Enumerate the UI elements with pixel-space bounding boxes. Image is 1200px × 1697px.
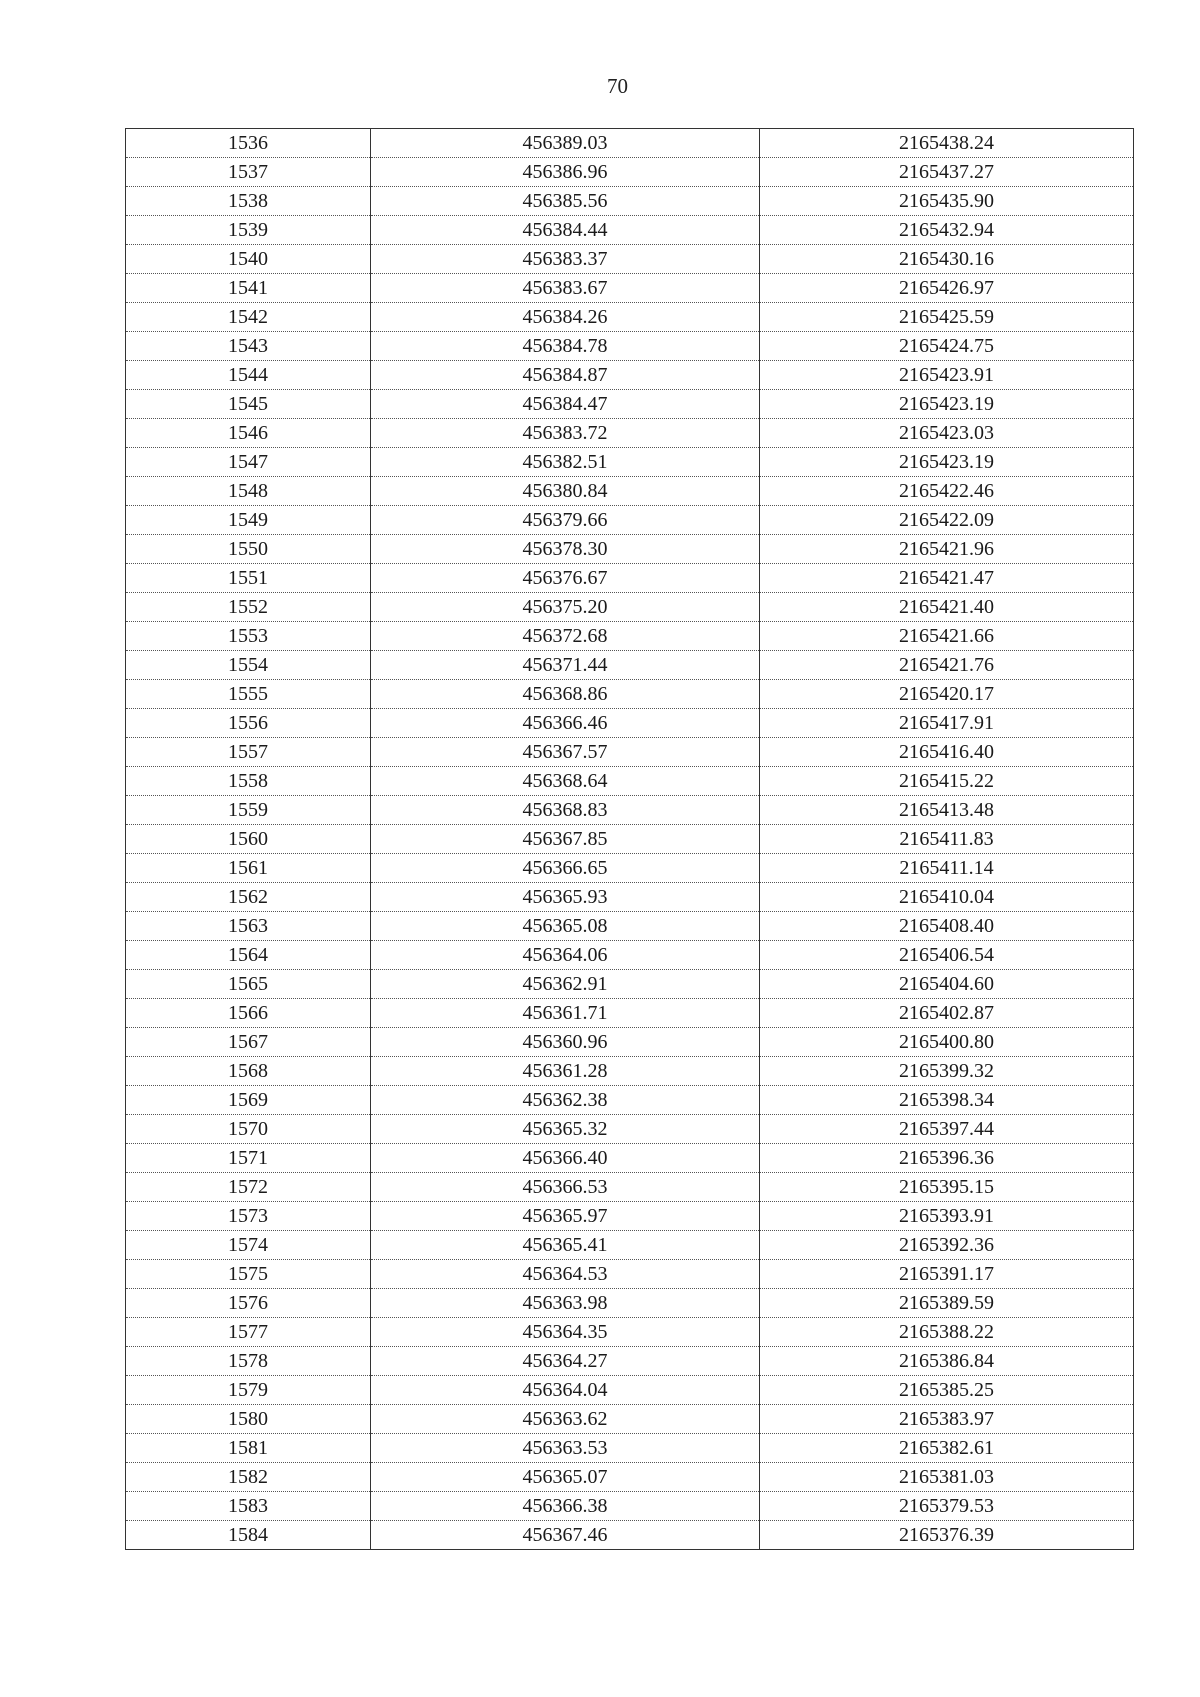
point-number-cell: 1558	[126, 767, 371, 796]
table-row	[126, 796, 1134, 825]
y-coordinate-cell: 2165420.17	[760, 680, 1134, 709]
point-number-cell: 1581	[126, 1434, 371, 1463]
x-coordinate-cell: 456365.07	[371, 1463, 760, 1492]
table-row	[126, 854, 1134, 883]
table-row	[126, 129, 1134, 158]
coordinates-table-body	[126, 129, 1134, 1550]
x-coordinate-cell: 456366.53	[371, 1173, 760, 1202]
point-number-cell: 1571	[126, 1144, 371, 1173]
table-row	[126, 1057, 1134, 1086]
y-coordinate-cell: 2165430.16	[760, 245, 1134, 274]
y-coordinate-cell: 2165417.91	[760, 709, 1134, 738]
y-coordinate-cell: 2165408.40	[760, 912, 1134, 941]
point-number-cell: 1566	[126, 999, 371, 1028]
page-number: 70	[607, 74, 628, 98]
x-coordinate-cell: 456382.51	[371, 448, 760, 477]
table-row	[126, 622, 1134, 651]
x-coordinate-cell: 456362.38	[371, 1086, 760, 1115]
point-number-cell: 1583	[126, 1492, 371, 1521]
y-coordinate-cell: 2165421.40	[760, 593, 1134, 622]
point-number-cell: 1542	[126, 303, 371, 332]
y-coordinate-cell: 2165411.83	[760, 825, 1134, 854]
x-coordinate-cell: 456365.32	[371, 1115, 760, 1144]
point-number-cell: 1577	[126, 1318, 371, 1347]
x-coordinate-cell: 456364.35	[371, 1318, 760, 1347]
point-number-cell: 1538	[126, 187, 371, 216]
table-row	[126, 1231, 1134, 1260]
y-coordinate-cell: 2165391.17	[760, 1260, 1134, 1289]
table-row	[126, 709, 1134, 738]
point-number-cell: 1536	[126, 129, 371, 158]
table-row	[126, 1028, 1134, 1057]
table-row	[126, 1260, 1134, 1289]
table-row	[126, 1289, 1134, 1318]
point-number-cell: 1545	[126, 390, 371, 419]
x-coordinate-cell: 456372.68	[371, 622, 760, 651]
point-number-cell: 1564	[126, 941, 371, 970]
y-coordinate-cell: 2165415.22	[760, 767, 1134, 796]
x-coordinate-cell: 456375.20	[371, 593, 760, 622]
x-coordinate-cell: 456367.46	[371, 1521, 760, 1550]
table-row	[126, 1347, 1134, 1376]
table-row	[126, 912, 1134, 941]
y-coordinate-cell: 2165396.36	[760, 1144, 1134, 1173]
y-coordinate-cell: 2165432.94	[760, 216, 1134, 245]
x-coordinate-cell: 456380.84	[371, 477, 760, 506]
table-row	[126, 506, 1134, 535]
y-coordinate-cell: 2165426.97	[760, 274, 1134, 303]
x-coordinate-cell: 456364.27	[371, 1347, 760, 1376]
table-row	[126, 1376, 1134, 1405]
point-number-cell: 1537	[126, 158, 371, 187]
table-row	[126, 361, 1134, 390]
y-coordinate-cell: 2165392.36	[760, 1231, 1134, 1260]
point-number-cell: 1569	[126, 1086, 371, 1115]
y-coordinate-cell: 2165411.14	[760, 854, 1134, 883]
y-coordinate-cell: 2165385.25	[760, 1376, 1134, 1405]
y-coordinate-cell: 2165395.15	[760, 1173, 1134, 1202]
point-number-cell: 1550	[126, 535, 371, 564]
x-coordinate-cell: 456360.96	[371, 1028, 760, 1057]
point-number-cell: 1548	[126, 477, 371, 506]
table-row	[126, 1115, 1134, 1144]
point-number-cell: 1551	[126, 564, 371, 593]
y-coordinate-cell: 2165398.34	[760, 1086, 1134, 1115]
point-number-cell: 1580	[126, 1405, 371, 1434]
point-number-cell: 1570	[126, 1115, 371, 1144]
y-coordinate-cell: 2165382.61	[760, 1434, 1134, 1463]
point-number-cell: 1572	[126, 1173, 371, 1202]
point-number-cell: 1547	[126, 448, 371, 477]
table-row	[126, 1086, 1134, 1115]
point-number-cell: 1575	[126, 1260, 371, 1289]
point-number-cell: 1576	[126, 1289, 371, 1318]
y-coordinate-cell: 2165413.48	[760, 796, 1134, 825]
table-row	[126, 941, 1134, 970]
x-coordinate-cell: 456363.53	[371, 1434, 760, 1463]
y-coordinate-cell: 2165422.46	[760, 477, 1134, 506]
y-coordinate-cell: 2165435.90	[760, 187, 1134, 216]
x-coordinate-cell: 456378.30	[371, 535, 760, 564]
point-number-cell: 1553	[126, 622, 371, 651]
point-number-cell: 1554	[126, 651, 371, 680]
y-coordinate-cell: 2165399.32	[760, 1057, 1134, 1086]
point-number-cell: 1578	[126, 1347, 371, 1376]
table-row	[126, 1521, 1134, 1550]
table-row	[126, 187, 1134, 216]
point-number-cell: 1546	[126, 419, 371, 448]
table-row	[126, 680, 1134, 709]
y-coordinate-cell: 2165416.40	[760, 738, 1134, 767]
table-row	[126, 419, 1134, 448]
x-coordinate-cell: 456365.93	[371, 883, 760, 912]
table-row	[126, 332, 1134, 361]
y-coordinate-cell: 2165379.53	[760, 1492, 1134, 1521]
point-number-cell: 1556	[126, 709, 371, 738]
y-coordinate-cell: 2165410.04	[760, 883, 1134, 912]
x-coordinate-cell: 456367.57	[371, 738, 760, 767]
y-coordinate-cell: 2165406.54	[760, 941, 1134, 970]
x-coordinate-cell: 456366.65	[371, 854, 760, 883]
table-row	[126, 1173, 1134, 1202]
x-coordinate-cell: 456389.03	[371, 129, 760, 158]
table-row	[126, 651, 1134, 680]
y-coordinate-cell: 2165423.03	[760, 419, 1134, 448]
table-row	[126, 1144, 1134, 1173]
x-coordinate-cell: 456386.96	[371, 158, 760, 187]
x-coordinate-cell: 456361.28	[371, 1057, 760, 1086]
y-coordinate-cell: 2165388.22	[760, 1318, 1134, 1347]
x-coordinate-cell: 456364.04	[371, 1376, 760, 1405]
table-row	[126, 245, 1134, 274]
table-row	[126, 1202, 1134, 1231]
y-coordinate-cell: 2165421.66	[760, 622, 1134, 651]
x-coordinate-cell: 456368.64	[371, 767, 760, 796]
table-row	[126, 738, 1134, 767]
point-number-cell: 1584	[126, 1521, 371, 1550]
table-row	[126, 970, 1134, 999]
table-row	[126, 999, 1134, 1028]
x-coordinate-cell: 456365.08	[371, 912, 760, 941]
table-row	[126, 1463, 1134, 1492]
point-number-cell: 1543	[126, 332, 371, 361]
x-coordinate-cell: 456383.72	[371, 419, 760, 448]
point-number-cell: 1539	[126, 216, 371, 245]
point-number-cell: 1560	[126, 825, 371, 854]
point-number-cell: 1552	[126, 593, 371, 622]
point-number-cell: 1562	[126, 883, 371, 912]
y-coordinate-cell: 2165421.96	[760, 535, 1134, 564]
x-coordinate-cell: 456376.67	[371, 564, 760, 593]
x-coordinate-cell: 456371.44	[371, 651, 760, 680]
y-coordinate-cell: 2165393.91	[760, 1202, 1134, 1231]
table-row	[126, 1492, 1134, 1521]
point-number-cell: 1555	[126, 680, 371, 709]
table-row	[126, 216, 1134, 245]
y-coordinate-cell: 2165437.27	[760, 158, 1134, 187]
x-coordinate-cell: 456361.71	[371, 999, 760, 1028]
x-coordinate-cell: 456384.26	[371, 303, 760, 332]
y-coordinate-cell: 2165404.60	[760, 970, 1134, 999]
y-coordinate-cell: 2165425.59	[760, 303, 1134, 332]
y-coordinate-cell: 2165386.84	[760, 1347, 1134, 1376]
table-row	[126, 883, 1134, 912]
y-coordinate-cell: 2165400.80	[760, 1028, 1134, 1057]
x-coordinate-cell: 456384.78	[371, 332, 760, 361]
table-row	[126, 1318, 1134, 1347]
x-coordinate-cell: 456379.66	[371, 506, 760, 535]
table-row	[126, 1405, 1134, 1434]
y-coordinate-cell: 2165421.47	[760, 564, 1134, 593]
x-coordinate-cell: 456364.06	[371, 941, 760, 970]
x-coordinate-cell: 456383.37	[371, 245, 760, 274]
point-number-cell: 1549	[126, 506, 371, 535]
point-number-cell: 1582	[126, 1463, 371, 1492]
x-coordinate-cell: 456365.41	[371, 1231, 760, 1260]
point-number-cell: 1573	[126, 1202, 371, 1231]
x-coordinate-cell: 456383.67	[371, 274, 760, 303]
x-coordinate-cell: 456367.85	[371, 825, 760, 854]
table-row	[126, 593, 1134, 622]
point-number-cell: 1568	[126, 1057, 371, 1086]
x-coordinate-cell: 456384.47	[371, 390, 760, 419]
y-coordinate-cell: 2165422.09	[760, 506, 1134, 535]
y-coordinate-cell: 2165423.19	[760, 390, 1134, 419]
y-coordinate-cell: 2165376.39	[760, 1521, 1134, 1550]
x-coordinate-cell: 456366.40	[371, 1144, 760, 1173]
table-row	[126, 158, 1134, 187]
table-row	[126, 1434, 1134, 1463]
point-number-cell: 1541	[126, 274, 371, 303]
y-coordinate-cell: 2165397.44	[760, 1115, 1134, 1144]
x-coordinate-cell: 456366.38	[371, 1492, 760, 1521]
x-coordinate-cell: 456363.62	[371, 1405, 760, 1434]
y-coordinate-cell: 2165402.87	[760, 999, 1134, 1028]
table-row	[126, 477, 1134, 506]
table-row	[126, 390, 1134, 419]
x-coordinate-cell: 456364.53	[371, 1260, 760, 1289]
x-coordinate-cell: 456363.98	[371, 1289, 760, 1318]
point-number-cell: 1540	[126, 245, 371, 274]
coordinates-table	[125, 128, 1134, 1550]
table-row	[126, 303, 1134, 332]
table-row	[126, 767, 1134, 796]
y-coordinate-cell: 2165438.24	[760, 129, 1134, 158]
y-coordinate-cell: 2165423.19	[760, 448, 1134, 477]
table-row	[126, 825, 1134, 854]
y-coordinate-cell: 2165424.75	[760, 332, 1134, 361]
table-row	[126, 564, 1134, 593]
table-row	[126, 274, 1134, 303]
point-number-cell: 1563	[126, 912, 371, 941]
y-coordinate-cell: 2165423.91	[760, 361, 1134, 390]
y-coordinate-cell: 2165389.59	[760, 1289, 1134, 1318]
x-coordinate-cell: 456362.91	[371, 970, 760, 999]
point-number-cell: 1565	[126, 970, 371, 999]
table-row	[126, 535, 1134, 564]
x-coordinate-cell: 456385.56	[371, 187, 760, 216]
point-number-cell: 1557	[126, 738, 371, 767]
x-coordinate-cell: 456368.83	[371, 796, 760, 825]
point-number-cell: 1574	[126, 1231, 371, 1260]
point-number-cell: 1567	[126, 1028, 371, 1057]
y-coordinate-cell: 2165383.97	[760, 1405, 1134, 1434]
x-coordinate-cell: 456384.44	[371, 216, 760, 245]
x-coordinate-cell: 456365.97	[371, 1202, 760, 1231]
x-coordinate-cell: 456368.86	[371, 680, 760, 709]
x-coordinate-cell: 456366.46	[371, 709, 760, 738]
y-coordinate-cell: 2165381.03	[760, 1463, 1134, 1492]
point-number-cell: 1559	[126, 796, 371, 825]
point-number-cell: 1579	[126, 1376, 371, 1405]
point-number-cell: 1561	[126, 854, 371, 883]
table-row	[126, 448, 1134, 477]
point-number-cell: 1544	[126, 361, 371, 390]
x-coordinate-cell: 456384.87	[371, 361, 760, 390]
y-coordinate-cell: 2165421.76	[760, 651, 1134, 680]
